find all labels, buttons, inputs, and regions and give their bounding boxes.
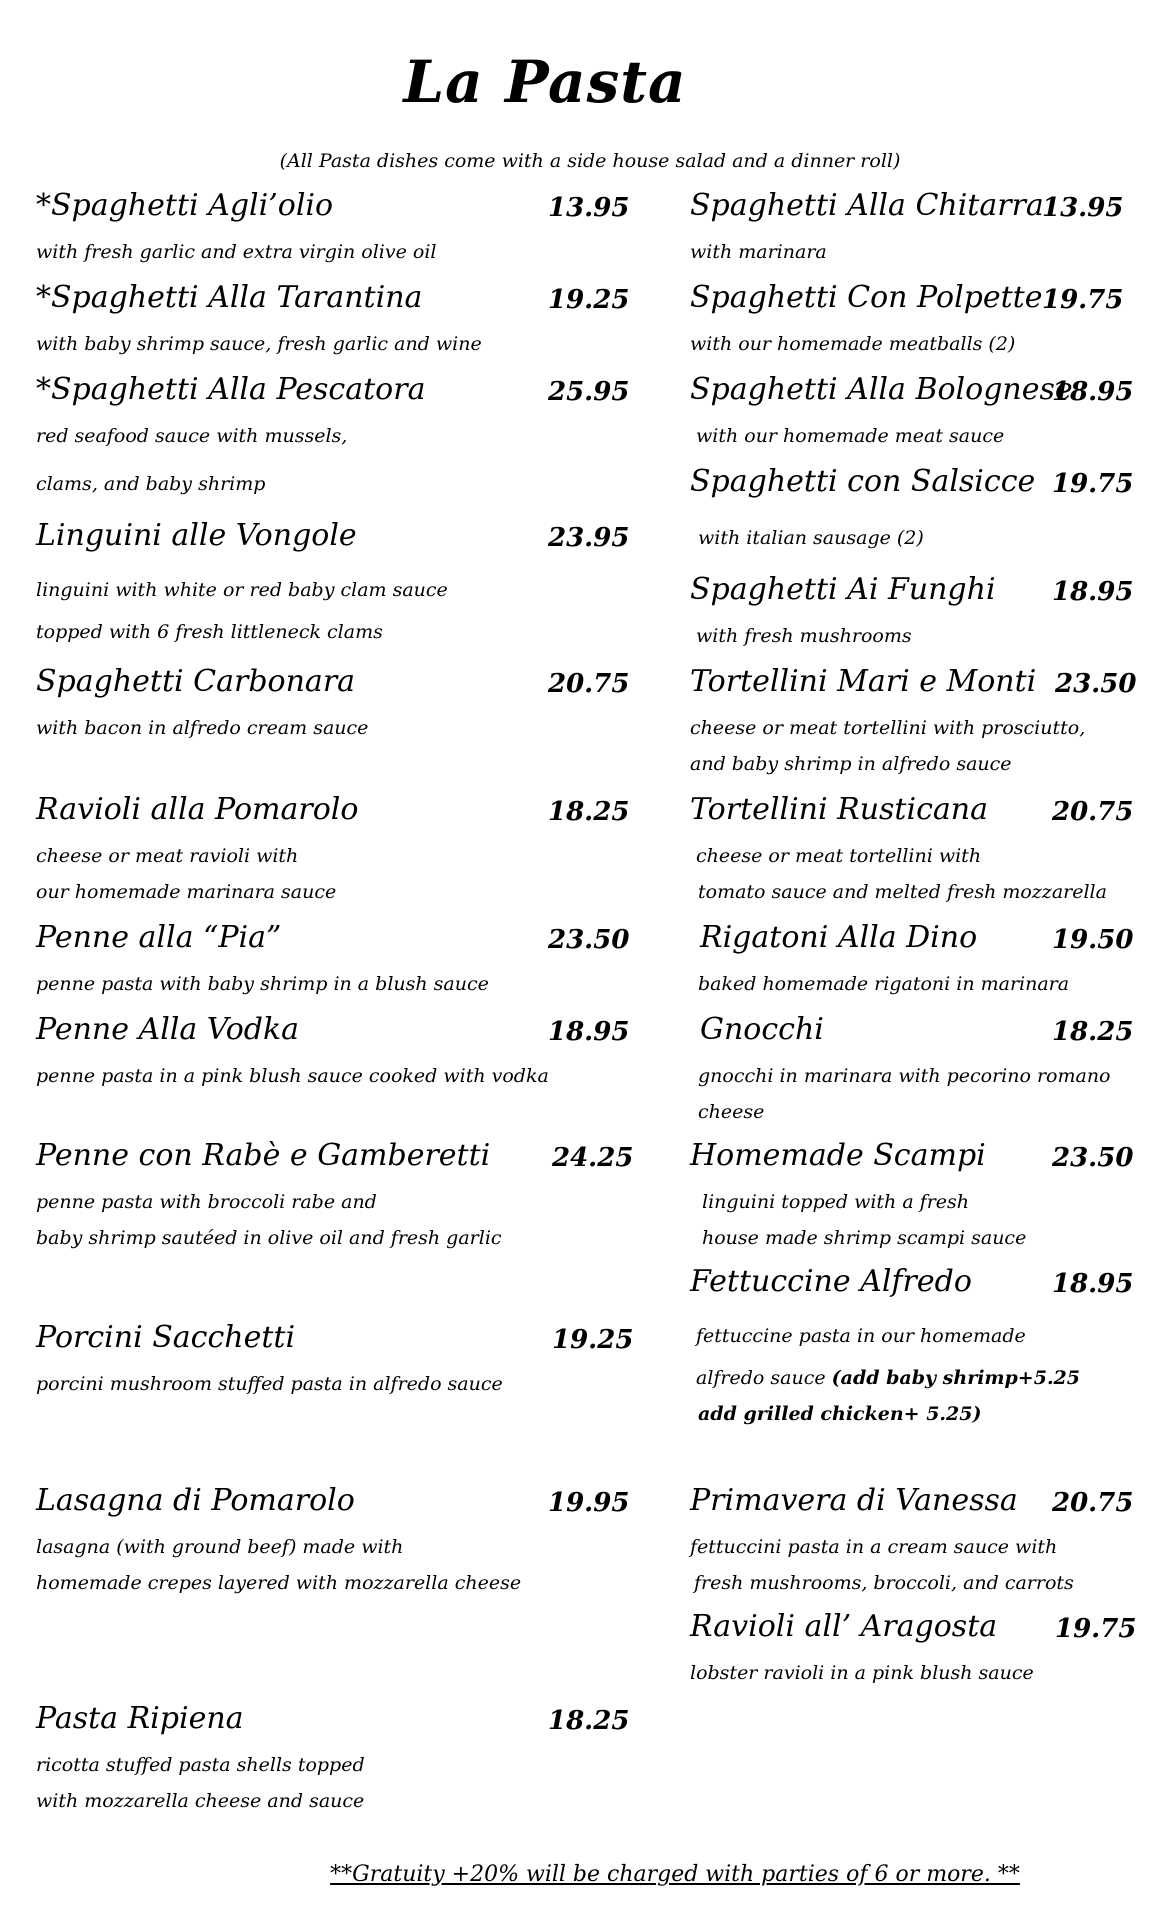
item-name: Spaghetti Con Polpette (690, 280, 1043, 315)
item-name: Pasta Ripiena (36, 1701, 244, 1736)
item-name: Penne alla “Pia” (36, 920, 282, 955)
item-price: 13.95 (548, 193, 630, 223)
item-description: clams, and baby shrimp (36, 473, 266, 495)
item-description: tomato sauce and melted fresh mozzarella (698, 881, 1107, 903)
item-price: 23.95 (548, 523, 630, 553)
item-name: Porcini Sacchetti (36, 1320, 296, 1355)
item-name: Tortellini Mari e Monti (690, 664, 1037, 699)
item-price: 19.75 (1055, 1614, 1137, 1644)
item-price: 19.50 (1052, 925, 1134, 955)
item-price: 19.25 (548, 285, 630, 315)
item-description: porcini mushroom stuffed pasta in alfredo sauce (36, 1373, 503, 1395)
item-name: *Spaghetti Agli’olio (36, 188, 334, 223)
item-description: fettuccini pasta in a cream sauce with (690, 1536, 1058, 1558)
item-name: Ravioli all’ Aragosta (690, 1609, 998, 1644)
item-price: 19.95 (548, 1488, 630, 1518)
item-description: lasagna (with ground beef) made with (36, 1536, 404, 1558)
item-price: 23.50 (548, 925, 630, 955)
item-description: lobster ravioli in a pink blush sauce (690, 1662, 1034, 1684)
item-description: with italian sausage (2) (698, 527, 924, 549)
add-shrimp-option: (add baby shrimp+5.25 (831, 1367, 1081, 1389)
item-description: with bacon in alfredo cream sauce (36, 717, 369, 739)
item-price: 19.75 (1042, 285, 1124, 315)
menu-title: La Pasta (403, 48, 687, 116)
item-description: with mozzarella cheese and sauce (36, 1790, 365, 1812)
item-description: and baby shrimp in alfredo sauce (690, 753, 1012, 775)
item-description: cheese (698, 1101, 765, 1123)
item-price: 18.95 (1052, 377, 1134, 407)
item-description: with marinara (690, 241, 827, 263)
item-price: 23.50 (1052, 1143, 1134, 1173)
item-name: Homemade Scampi (690, 1138, 986, 1173)
item-description: fettuccine pasta in our homemade (696, 1325, 1026, 1347)
item-name: Ravioli alla Pomarolo (36, 792, 359, 827)
item-name: Rigatoni Alla Dino (700, 920, 978, 955)
item-price: 18.25 (548, 797, 630, 827)
item-price: 18.95 (548, 1017, 630, 1047)
item-name: Spaghetti con Salsicce (690, 464, 1036, 499)
item-price: 19.75 (1052, 469, 1134, 499)
item-description: with baby shrimp sauce, fresh garlic and wine (36, 333, 482, 355)
item-description: gnocchi in marinara with pecorino romano (698, 1065, 1111, 1087)
item-price: 18.95 (1052, 1269, 1134, 1299)
item-description: baby shrimp sautéed in olive oil and fresh garlic (36, 1227, 502, 1249)
item-description: linguini topped with a fresh (702, 1191, 970, 1213)
item-description: our homemade marinara sauce (36, 881, 337, 903)
gratuity-notice: **Gratuity +20% will be charged with parties of 6 or more. ** (330, 1862, 1020, 1887)
item-description: penne pasta with broccoli rabe and (36, 1191, 377, 1213)
item-name: Spaghetti Alla Bolognese (690, 372, 1073, 407)
item-name: Spaghetti Alla Chitarra (690, 188, 1044, 223)
item-name: Penne con Rabè e Gamberetti (36, 1138, 491, 1173)
item-description: cheese or meat tortellini with prosciutto, (690, 717, 1086, 739)
item-description: linguini with white or red baby clam sauce (36, 579, 448, 601)
item-price: 13.95 (1042, 193, 1124, 223)
item-name: Spaghetti Ai Funghi (690, 572, 996, 607)
item-price: 20.75 (548, 669, 630, 699)
item-name: *Spaghetti Alla Pescatora (36, 372, 426, 407)
item-description: topped with 6 fresh littleneck clams (36, 621, 383, 643)
item-description: penne pasta in a pink blush sauce cooked with vodka (36, 1065, 549, 1087)
item-name: Spaghetti Carbonara (36, 664, 356, 699)
item-name: *Spaghetti Alla Tarantina (36, 280, 423, 315)
item-description: with fresh mushrooms (696, 625, 912, 647)
item-description: red seafood sauce with mussels, (36, 425, 348, 447)
item-price: 18.25 (1052, 1017, 1134, 1047)
item-description: baked homemade rigatoni in marinara (698, 973, 1070, 995)
item-name: Fettuccine Alfredo (690, 1264, 972, 1299)
item-description: with our homemade meat sauce (696, 425, 1005, 447)
item-name: Linguini alle Vongole (36, 518, 357, 553)
item-price: 18.25 (548, 1706, 630, 1736)
item-price: 19.25 (552, 1325, 634, 1355)
add-chicken-option: add grilled chicken+ 5.25) (698, 1403, 982, 1425)
item-name: Penne Alla Vodka (36, 1012, 300, 1047)
item-description: with fresh garlic and extra virgin olive oil (36, 241, 437, 263)
item-description: cheese or meat tortellini with (696, 845, 982, 867)
item-price: 24.25 (552, 1143, 634, 1173)
item-price: 25.95 (548, 377, 630, 407)
item-description: homemade crepes layered with mozzarella cheese (36, 1572, 522, 1594)
item-name: Primavera di Vanessa (690, 1483, 1018, 1518)
item-description: house made shrimp scampi sauce (702, 1227, 1027, 1249)
item-name: Gnocchi (700, 1012, 824, 1047)
item-price: 18.95 (1052, 577, 1134, 607)
item-description (696, 1367, 1080, 1389)
item-description-text: alfredo sauce (696, 1367, 826, 1389)
item-description: ricotta stuffed pasta shells topped (36, 1754, 365, 1776)
item-description: fresh mushrooms, broccoli, and carrots (694, 1572, 1074, 1594)
item-name: Lasagna di Pomarolo (36, 1483, 355, 1518)
item-price: 23.50 (1055, 669, 1137, 699)
item-description: cheese or meat ravioli with (36, 845, 299, 867)
item-description: with our homemade meatballs (2) (690, 333, 1016, 355)
item-description: penne pasta with baby shrimp in a blush sauce (36, 973, 489, 995)
item-price: 20.75 (1052, 1488, 1134, 1518)
menu-subtitle: (All Pasta dishes come with a side house salad and a dinner roll) (279, 150, 901, 172)
item-price: 20.75 (1052, 797, 1134, 827)
item-name: Tortellini Rusticana (690, 792, 988, 827)
